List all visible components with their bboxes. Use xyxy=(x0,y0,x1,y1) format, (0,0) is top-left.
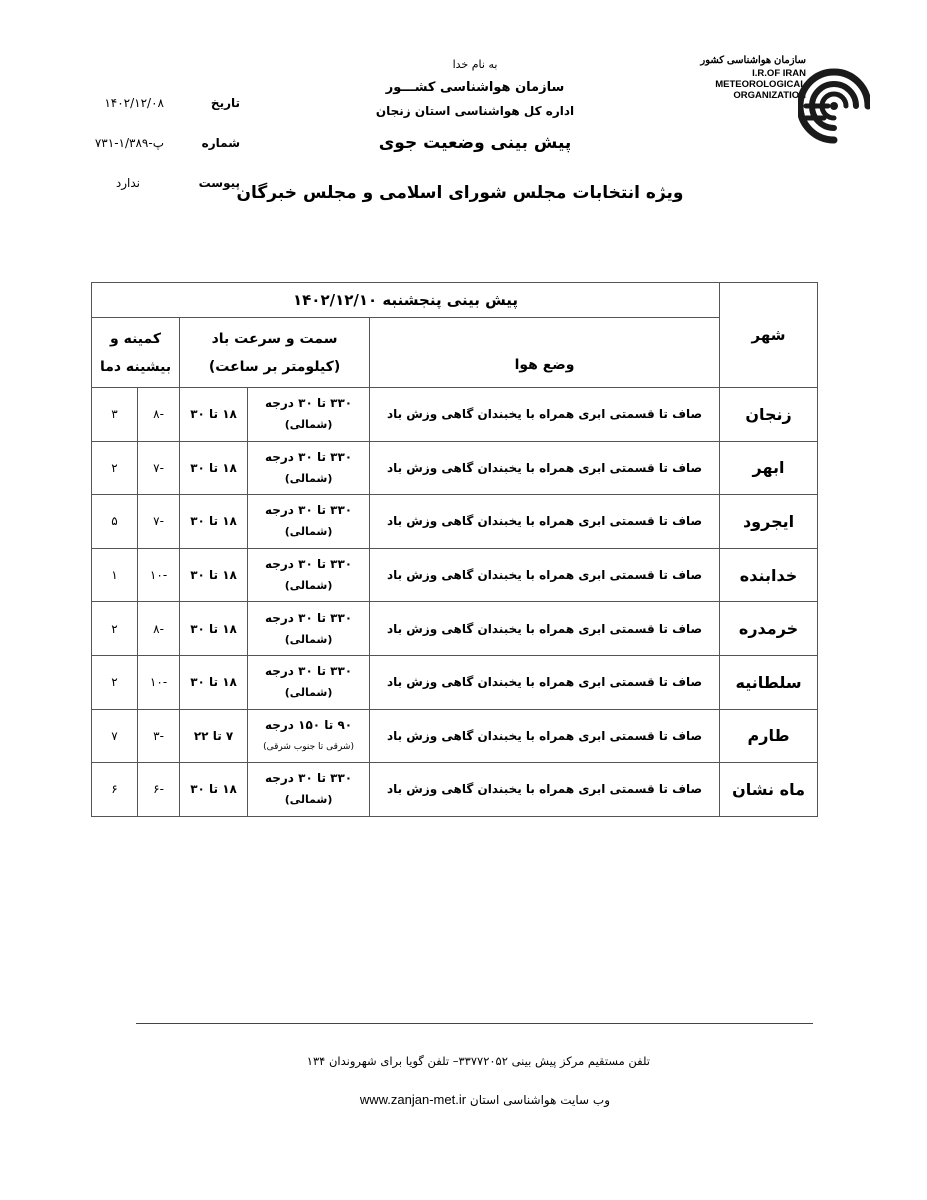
footer-website-label: وب سایت هواشناسی استان xyxy=(469,1093,610,1107)
attachment-value: ندارد xyxy=(115,176,140,190)
table-row xyxy=(92,548,818,602)
footer-phone-line: تلفن مستقیم مرکز پیش بینی ۳۳۷۷۲۰۵۲– تلفن گویا برای شهروندان ۱۳۴ xyxy=(306,1054,650,1068)
wind-direction xyxy=(248,388,370,442)
temp-min: -۸ xyxy=(138,602,180,656)
temp-max: ۲ xyxy=(92,655,138,709)
header-city: شهر xyxy=(720,283,818,388)
number-label: شماره xyxy=(201,136,240,150)
city-name: ایجرود xyxy=(720,495,818,549)
wind-direction xyxy=(248,763,370,817)
city-name: سلطانیه xyxy=(720,655,818,709)
wind-direction xyxy=(248,655,370,709)
weather-condition: صاف تا قسمتی ابری همراه با یخبندان گاهی وزش باد xyxy=(370,763,720,817)
wind-speed: ۱۸ تا ۳۰ xyxy=(180,602,248,656)
bismillah: به نام خدا xyxy=(452,58,498,71)
wind-direction-degrees: ۳۳۰ تا ۳۰ درجه xyxy=(264,610,353,625)
city-name: خرمدره xyxy=(720,602,818,656)
date-value: ۱۴۰۲/۱۲/۰۸ xyxy=(104,96,164,110)
temp-min: -۱۰ xyxy=(138,548,180,602)
wind-direction-note: (شمالی) xyxy=(284,525,333,539)
wind-direction-note: (شمالی) xyxy=(284,579,333,593)
header-wind xyxy=(180,318,370,388)
wind-speed: ۷ تا ۲۲ xyxy=(180,709,248,763)
temp-max: ۱ xyxy=(92,548,138,602)
wind-direction-degrees: ۳۳۰ تا ۳۰ درجه xyxy=(264,396,353,411)
temp-min: -۱۰ xyxy=(138,655,180,709)
temp-min: -۶ xyxy=(138,763,180,817)
wind-speed: ۱۸ تا ۳۰ xyxy=(180,763,248,817)
city-name: ماه نشان xyxy=(720,763,818,817)
table-row xyxy=(92,709,818,763)
wind-speed: ۱۸ تا ۳۰ xyxy=(180,388,248,442)
header-temperature xyxy=(92,318,180,388)
city-name: زنجان xyxy=(720,388,818,442)
weather-condition: صاف تا قسمتی ابری همراه با یخبندان گاهی وزش باد xyxy=(370,602,720,656)
number-value: پ-۱/۳۸۹-۷۳۱ xyxy=(94,136,164,150)
wind-speed: ۱۸ تا ۳۰ xyxy=(180,495,248,549)
wind-speed: ۱۸ تا ۳۰ xyxy=(180,441,248,495)
header-wind-line2: (کیلومتر بر ساعت) xyxy=(208,358,341,375)
forecast-table xyxy=(91,282,818,817)
date-label: تاریخ xyxy=(210,96,240,110)
wind-direction-degrees: ۳۳۰ تا ۳۰ درجه xyxy=(264,449,353,464)
temp-min: -۳ xyxy=(138,709,180,763)
footer-website-line xyxy=(200,1092,610,1107)
city-name: طارم xyxy=(720,709,818,763)
header-wind-line1: سمت و سرعت باد xyxy=(211,330,338,347)
temp-max: ۳ xyxy=(92,388,138,442)
wind-direction-note: (شمالی) xyxy=(284,471,333,485)
footer-divider xyxy=(136,1023,813,1024)
temp-max: ۶ xyxy=(92,763,138,817)
header-weather: وضع هوا xyxy=(370,318,720,388)
header-temp-line1: کمینه و xyxy=(110,330,162,347)
logo-en-line1: I.R.OF IRAN xyxy=(752,68,806,79)
attachment-label: پیوست xyxy=(198,176,240,190)
temp-max: ۷ xyxy=(92,709,138,763)
wind-direction xyxy=(248,495,370,549)
temp-max: ۲ xyxy=(92,602,138,656)
logo-fa-text: سازمان هواشناسی کشور xyxy=(700,55,806,66)
table-row xyxy=(92,763,818,817)
weather-condition: صاف تا قسمتی ابری همراه با یخبندان گاهی وزش باد xyxy=(370,709,720,763)
temp-min: -۸ xyxy=(138,388,180,442)
wind-direction-degrees: ۹۰ تا ۱۵۰ درجه xyxy=(264,717,353,732)
table-row xyxy=(92,441,818,495)
wind-direction-note: (شرقی تا جنوب شرقی) xyxy=(263,741,354,752)
footer-website-url[interactable]: www.zanjan-met.ir xyxy=(359,1092,467,1107)
table-row xyxy=(92,602,818,656)
wind-speed: ۱۸ تا ۳۰ xyxy=(180,548,248,602)
city-name: ابهر xyxy=(720,441,818,495)
table-row xyxy=(92,655,818,709)
header-temp-line2: بیشینه دما xyxy=(99,358,172,375)
wind-direction-degrees: ۳۳۰ تا ۳۰ درجه xyxy=(264,664,353,679)
temp-max: ۵ xyxy=(92,495,138,549)
wind-direction-note: (شمالی) xyxy=(284,632,333,646)
wind-direction-note: (شمالی) xyxy=(284,686,333,700)
table-row xyxy=(92,388,818,442)
weather-condition: صاف تا قسمتی ابری همراه با یخبندان گاهی وزش باد xyxy=(370,441,720,495)
organization-name: سازمان هواشناسی کشـــور xyxy=(385,80,565,95)
temp-min: -۷ xyxy=(138,495,180,549)
weather-condition: صاف تا قسمتی ابری همراه با یخبندان گاهی وزش باد xyxy=(370,548,720,602)
temp-min: -۷ xyxy=(138,441,180,495)
forecast-date-title: پیش بینی پنجشنبه ۱۴۰۲/۱۲/۱۰ xyxy=(92,283,720,318)
wind-direction-degrees: ۳۳۰ تا ۳۰ درجه xyxy=(264,771,353,786)
table-row xyxy=(92,495,818,549)
document-subtitle: ویژه انتخابات مجلس شورای اسلامی و مجلس خبرگان xyxy=(236,183,684,203)
logo-spiral-icon xyxy=(798,62,870,146)
department-name: اداره کل هواشناسی استان زنجان xyxy=(375,104,575,118)
wind-direction xyxy=(248,709,370,763)
meteorological-organization-logo xyxy=(690,50,880,150)
wind-direction xyxy=(248,441,370,495)
document-title: پیش بینی وضعیت جوی xyxy=(378,133,572,153)
weather-condition: صاف تا قسمتی ابری همراه با یخبندان گاهی وزش باد xyxy=(370,495,720,549)
logo-en-line3: ORGANIZATION xyxy=(733,90,806,101)
wind-direction xyxy=(248,602,370,656)
wind-speed: ۱۸ تا ۳۰ xyxy=(180,655,248,709)
weather-condition: صاف تا قسمتی ابری همراه با یخبندان گاهی وزش باد xyxy=(370,655,720,709)
wind-direction-note: (شمالی) xyxy=(284,793,333,807)
city-name: خدابنده xyxy=(720,548,818,602)
wind-direction-note: (شمالی) xyxy=(284,418,333,432)
logo-en-line2: METEOROLOGICAL xyxy=(715,79,806,90)
weather-condition: صاف تا قسمتی ابری همراه با یخبندان گاهی وزش باد xyxy=(370,388,720,442)
wind-direction xyxy=(248,548,370,602)
wind-direction-degrees: ۳۳۰ تا ۳۰ درجه xyxy=(264,557,353,572)
temp-max: ۲ xyxy=(92,441,138,495)
wind-direction-degrees: ۳۳۰ تا ۳۰ درجه xyxy=(264,503,353,518)
